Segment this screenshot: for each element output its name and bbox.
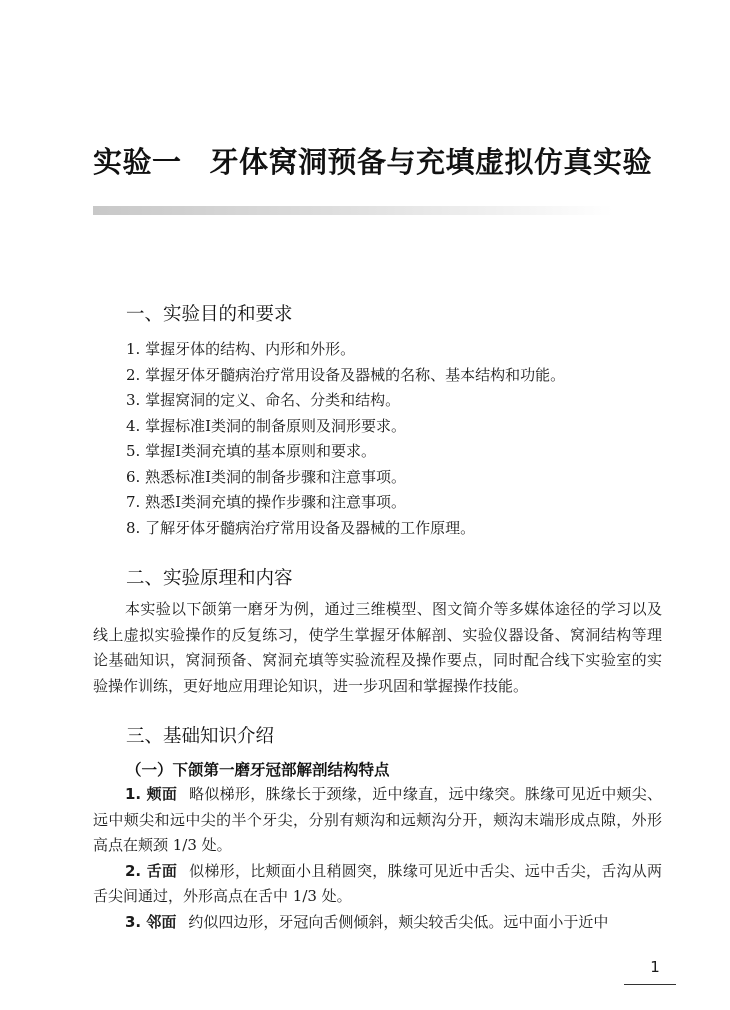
chapter-title xyxy=(93,140,653,181)
principles-paragraph xyxy=(93,597,662,699)
page-number-rule xyxy=(624,984,676,985)
subsection-heading-molar: （一）下颌第一磨牙冠部解剖结构特点 xyxy=(126,761,390,779)
term-buccal: 1. 颊面 xyxy=(125,785,178,803)
objective-item: 1. 掌握牙体的结构、内形和外形。 xyxy=(126,340,356,358)
section-heading-basics: 三、基础知识介绍 xyxy=(126,726,275,747)
section-heading-objectives: 一、实验目的和要求 xyxy=(126,304,293,325)
lingual-surface-paragraph xyxy=(93,859,662,910)
principles-text: 本实验以下颌第一磨牙为例，通过三维模型、图文简介等多媒体途径的学习以及线上虚拟实验操作的反复练习，使学生掌握牙体解剖、实验仪器设备、窝洞结构等理论基础知识，窝洞预备、窝洞充填等实验流程及操作要点，同时配合线下实验室的实验操作训练，更好地应用理论知识，进一步巩固和掌握操作技能。 xyxy=(93,600,662,695)
term-lingual: 2. 舌面 xyxy=(125,861,178,880)
objective-item: 3. 掌握窝洞的定义、命名、分类和结构。 xyxy=(126,391,401,409)
objective-item: 7. 熟悉Ⅰ类洞充填的操作步骤和注意事项。 xyxy=(126,493,407,511)
buccal-surface-paragraph xyxy=(93,782,662,859)
objective-item: 8. 了解牙体牙髓病治疗常用设备及器械的工作原理。 xyxy=(126,518,476,537)
proximal-surface-paragraph xyxy=(93,910,662,936)
page-number: 1 xyxy=(650,958,660,976)
objective-item: 4. 掌握标准Ⅰ类洞的制备原则及洞形要求。 xyxy=(126,416,407,435)
chapter-label: 实验一 xyxy=(93,145,182,179)
chapter-title-text: 牙体窝洞预备与充填虚拟仿真实验 xyxy=(209,145,653,179)
molar-description xyxy=(93,782,662,935)
buccal-text: 略似梯形，䏭缘长于颈缘，近中缘直，远中缘突。䏭缘可见近中颊尖、远中颊尖和远中尖的半个牙尖，分别有颊沟和远颊沟分开，颊沟末端形成点隙，外形高点在颊颈 1/3 处。 xyxy=(93,785,663,854)
lingual-text: 似梯形，比颊面小且稍圆突，䏭缘可见近中舌尖、远中舌尖，舌沟从两舌尖间通过，外形高点在舌中 1/3 处。 xyxy=(93,861,663,905)
term-proximal: 3. 邻面 xyxy=(125,912,177,931)
proximal-text: 约似四边形，牙冠向舌侧倾斜，颊尖较舌尖低。远中面小于近中 xyxy=(188,912,609,931)
objective-item: 5. 掌握Ⅰ类洞充填的基本原则和要求。 xyxy=(126,442,377,460)
objective-item: 2. 掌握牙体牙髓病治疗常用设备及器械的名称、基本结构和功能。 xyxy=(126,365,566,384)
section-heading-principles: 二、实验原理和内容 xyxy=(126,568,293,589)
objective-item: 6. 熟悉标准Ⅰ类洞的制备步骤和注意事项。 xyxy=(126,467,407,486)
objectives-list xyxy=(126,337,565,541)
title-underline-bar xyxy=(93,206,613,215)
